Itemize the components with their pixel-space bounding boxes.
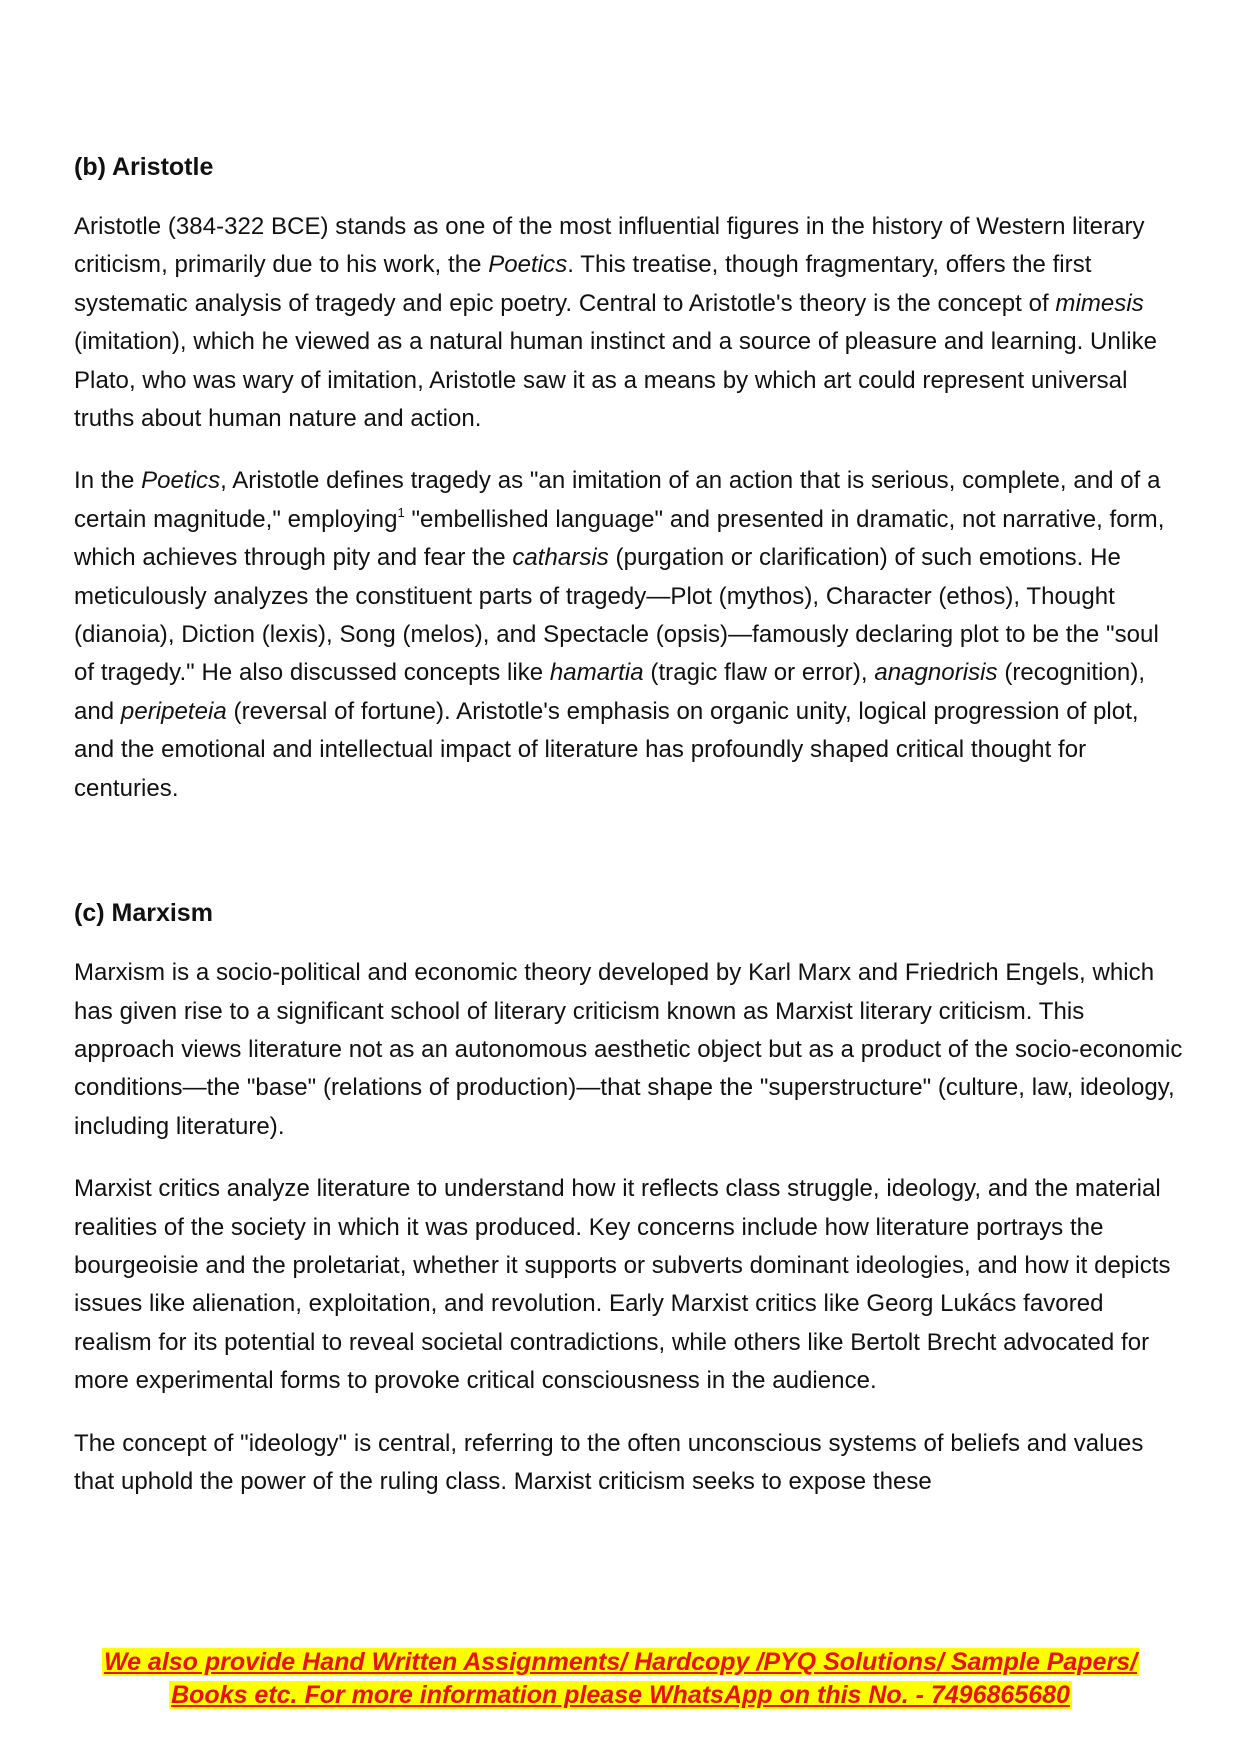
paragraph-aristotle-1: Aristotle (384-322 BCE) stands as one of the most influential figures in the history of Western literary criticism, primarily due to his work, the Poetics. This treatise, though fragmentary, offers the first systematic analysis of tragedy and epic poetry. Central to Aristotle's theory is the concept of mimesis (imitation), which he viewed as a natural human instinct and a source of pleasure and learning. Unlike Plato, who was wary of imitation, Aristotle saw it as a means by which art could represent universal truths about human nature and action. (74, 213, 1158, 433)
paragraph-marxism-3: The concept of "ideology" is central, referring to the often unconscious systems of beliefs and values that uphold the power of the ruling class. Marxist criticism seeks to expose these (74, 1429, 1144, 1495)
paragraph-marxism-2: Marxist critics analyze literature to understand how it reflects class struggle, ideology, and the material realities of the society in which it was produced. Key concerns include how literature portrays the bourgeoisie and the proletariat, whether it supports or subverts dominant ideologies, and how it depicts issues like alienation, exploitation, and revolution. Early Marxist critics like Georg Lukács favored realism for its potential to reveal societal contradictions, while others like Bertolt Brecht advocated for more experimental forms to provoke critical consciousness in the audience. (74, 1175, 1171, 1395)
footnote-marker: 1 (397, 504, 405, 520)
promo-footer-line-2: Books etc. For more information please WhatsApp on this No. - 7496865680 (171, 1681, 1070, 1709)
document-page (74, 148, 1184, 1525)
paragraph-marxism-1: Marxism is a socio-political and economic theory developed by Karl Marx and Friedrich Engels, which has given rise to a significant school of literary criticism known as Marxist literary criticism. This approach views literature not as an autonomous aesthetic object but as a product of the socio-economic conditions—the "base" (relations of production)—that shape the "superstructure" (culture, law, ideology, including literature). (74, 959, 1183, 1140)
paragraph-aristotle-2: In the Poetics, Aristotle defines tragedy as "an imitation of an action that is serious, complete, and of a certain magnitude," employing$^1$ "embellished language" and presented in dramatic, not narrative, form, which achieves through pity and fear the catharsis (purgation or clarification) of such emotions. He meticulously analyzes the constituent parts of tragedy—Plot (mythos), Character (ethos), Thought (dianoia), Diction (lexis), Song (melos), and Spectacle (opsis)—famously declaring plot to be the "soul of tragedy." He also discussed concepts like hamartia (tragic flaw or error), anagnorisis (recognition), and peripeteia (reversal of fortune). Aristotle's emphasis on organic unity, logical progression of plot, and the emotional and intellectual impact of literature has profoundly shaped critical thought for centuries. (74, 467, 1165, 802)
section-spacer (74, 832, 1184, 894)
section-heading-aristotle: (b) Aristotle (74, 153, 214, 181)
section-heading-marxism: (c) Marxism (74, 899, 213, 928)
promo-footer (0, 1646, 1241, 1712)
promo-footer-line-1: We also provide Hand Written Assignments/ Hardcopy /PYQ Solutions/ Sample Papers/ (103, 1648, 1138, 1676)
